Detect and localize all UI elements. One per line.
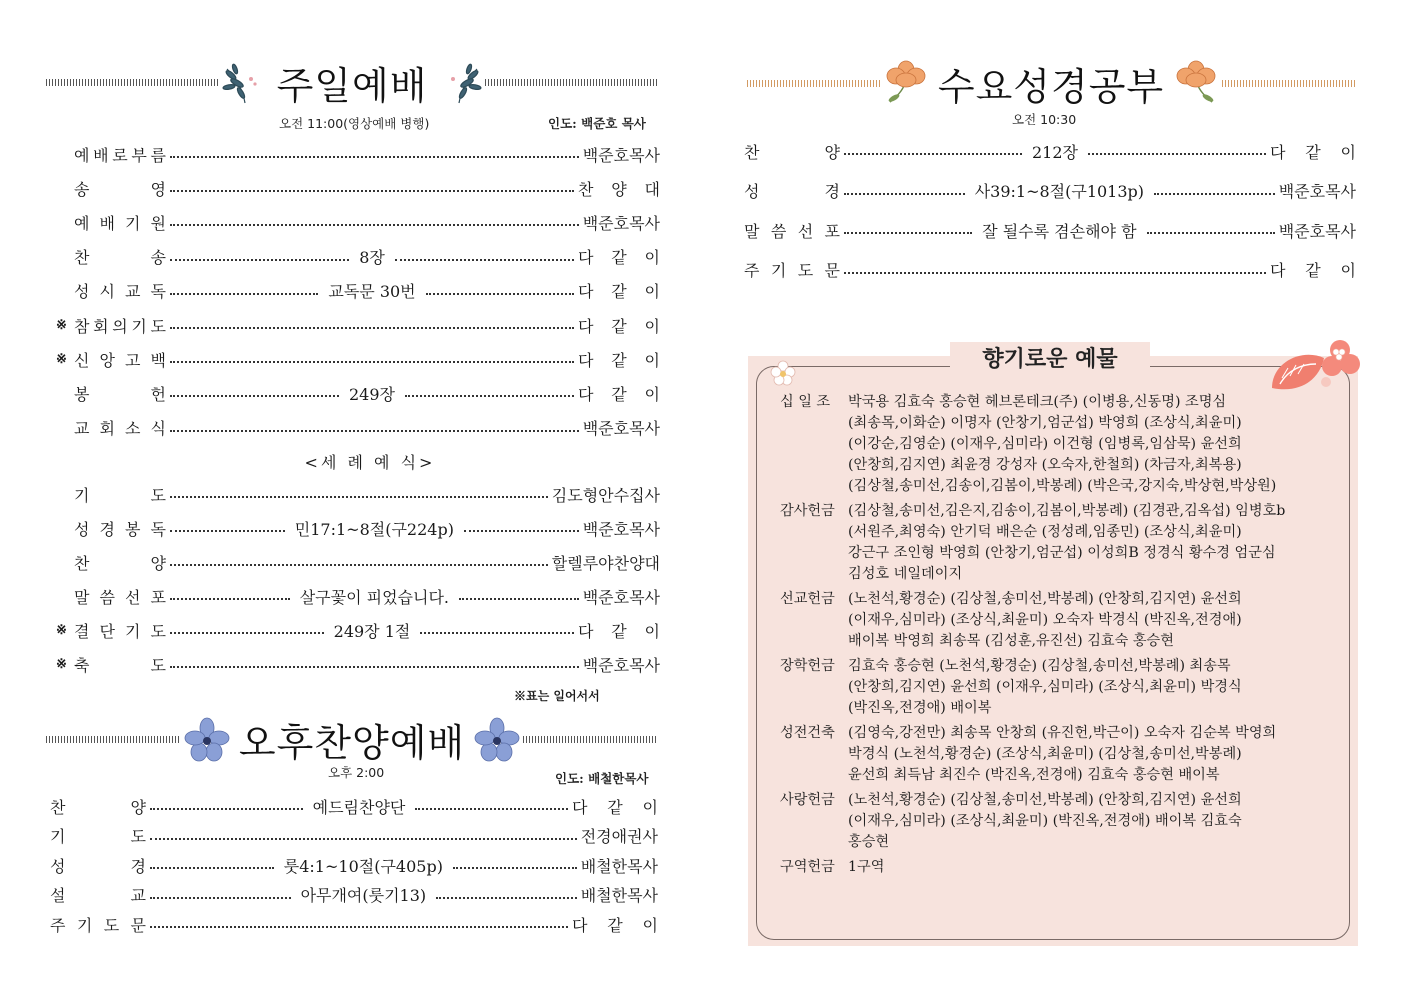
order-row [56,176,660,200]
order-row [744,258,1356,282]
standing-mark: ※ [56,622,67,638]
leader-dots [150,926,568,928]
offering-line: 홍승현 [848,834,890,850]
leader-dots [1154,193,1275,195]
order-person: 김도형안수집사 [551,485,660,505]
order-detail: 교독문 30번 [328,282,416,302]
order-row [744,179,1356,203]
offering-line: (이재우,심미라) (조상식,최윤미) (박진옥,전경애) 배이복 김효숙 [848,813,1242,829]
offering-type: 성전건축 [780,725,835,741]
leader-dots [170,259,349,261]
offering-names [848,723,1340,786]
order-row [50,824,658,848]
offering-group [780,723,1340,786]
offering-title: 향기로운 예물 [950,342,1150,378]
header-rule [1222,80,1355,87]
sunday-leader: 인도: 백준호 목사 [548,116,646,131]
order-person: 할렐루야찬양대 [551,553,660,573]
afternoon-time: 오후 2:00 [328,765,385,780]
offering-line: 박경식 (노천석,황경순) (조상식,최윤미) (김상철,송미선,박봉례) [848,746,1242,762]
leader-dots [1147,232,1275,234]
offering-group [780,392,1340,497]
leader-dots [150,808,303,810]
offering-line: 1구역 [848,859,885,875]
order-label: 찬 양 [50,797,146,817]
order-person: 백준호목사 [582,655,660,675]
leader-dots [844,153,1022,155]
order-person: 다 같 이 [578,282,660,302]
offering-line: (안창희,김지연) 최윤경 강성자 (오숙자,한철희) (차금자,최복용) [848,457,1242,473]
order-person: 백준호목사 [1278,221,1356,241]
order-label: 신 앙 고 백 [74,350,166,370]
orange-flower-icon [880,58,932,110]
leader-dots [464,530,579,532]
leader-dots [844,272,1266,274]
offering-line: (김영숙,강전만) 최송목 안창희 (유진헌,박근이) 오숙자 김순복 박영희 [848,725,1277,741]
order-person: 전경애권사 [580,827,658,847]
order-person: 다 같 이 [578,621,660,641]
order-row [50,912,658,936]
offering-group [780,790,1340,853]
leaf-ornament-icon [433,57,485,109]
offering-line: (박진옥,전경애) 배이복 [848,700,992,716]
order-row [56,416,660,440]
order-detail: 살구꽃이 피었습니다. [299,587,449,607]
wednesday-header [747,56,1355,111]
afternoon-leader: 인도: 배철한목사 [555,771,649,786]
coral-flower-cluster-icon [1262,338,1362,400]
offering-type: 구역헌금 [780,859,835,875]
leader-dots [436,897,577,899]
order-person: 백준호목사 [582,419,660,439]
offering-type: 감사헌금 [780,503,835,519]
order-label: 성 경 봉 독 [74,519,166,539]
order-detail: 249장 1절 [333,621,411,641]
offering-names [848,857,1340,878]
offering-group [780,501,1340,585]
white-flower-icon [770,360,796,386]
offering-line: 김효숙 홍승현 (노천석,황경순) (김상철,송미선,박봉례) 최송목 [848,658,1231,674]
order-person: 다 같 이 [1270,142,1356,162]
order-label: 송 영 [74,179,166,199]
order-detail: 8장 [359,248,385,268]
order-label: 주 기 도 문 [744,261,840,280]
offering-line: (이재우,심미라) (조상식,최윤미) 오숙자 박경식 (박진옥,전경애) [848,612,1242,628]
order-row [56,245,660,269]
order-label: 성 시 교 독 [74,282,166,302]
order-row [56,652,660,676]
leader-dots [844,232,972,234]
header-rule [485,79,658,86]
blue-flower-icon [471,714,523,766]
leader-dots [420,632,574,634]
order-label: 교 회 소 식 [74,419,166,439]
order-label: 찬 양 [74,553,166,573]
sunday-title: 주일예배 [276,64,428,108]
leader-dots [170,666,579,668]
leader-dots [170,395,339,397]
header-rule [523,736,658,743]
order-label: 참 회 의 기 도 [74,316,166,336]
order-row [56,210,660,234]
offering-line: (안창희,김지연) 윤선희 (이재우,심미라) (조상식,최윤미) 박경식 [848,679,1242,695]
order-row [56,618,660,642]
offering-line: 김성호 네일데이지 [848,566,963,582]
order-label: 찬 송 [74,248,166,268]
standing-mark: ※ [56,656,67,672]
offering-type: 십 일 조 [780,394,831,410]
order-detail: 룻4:1~10절(구405p) [283,856,443,876]
order-person: 다 같 이 [572,797,658,817]
order-label: 성 경 [50,856,146,876]
order-person: 백준호목사 [1278,182,1356,201]
sunday-time: 오전 11:00(영상예배 병행) [279,116,430,131]
offering-type: 사랑헌금 [780,792,835,808]
offering-line: (김상철,송미선,김은지,김송이,김봄이,박봉례) (김경관,김옥섭) 임병호b [848,503,1286,519]
offering-line: (김상철,송미선,김송이,김봄이,박봉례) (박은국,강지숙,박상현,박상원) [848,478,1277,494]
leader-dots [170,430,579,432]
order-person: 백준호목사 [582,519,660,539]
order-person: 다 같 이 [578,248,661,268]
offering-line: (노천석,황경순) (김상철,송미선,박봉례) (안창희,김지연) 윤선희 [848,792,1242,808]
leader-dots [150,897,291,899]
baptism-heading: <세 례 예 식> [304,453,436,472]
leader-dots [170,156,579,158]
offering-names [848,392,1340,497]
leader-dots [150,838,577,840]
order-label: 기 도 [50,827,146,847]
header-rule [747,80,880,87]
leader-dots [170,190,574,192]
order-label: 결 단 기 도 [74,621,166,641]
wednesday-time: 오전 10:30 [1012,112,1077,127]
header-rule [46,79,219,86]
order-label: 주 기 도 문 [50,915,146,935]
order-row [56,584,660,608]
order-label: 말 씀 선 포 [744,221,840,241]
leader-dots [170,632,324,634]
offering-names [848,656,1340,719]
order-label: 성 경 [744,182,840,201]
offering-names [848,790,1340,853]
leader-dots [405,395,574,397]
offering-group [780,656,1340,719]
order-detail: 사39:1~8절(구1013p) [974,182,1145,201]
leader-dots [170,530,285,532]
offering-names [848,501,1340,585]
order-label: 예 배 기 원 [74,213,166,233]
leader-dots [415,808,568,810]
order-detail: 아무개여(룻기13) [300,886,427,906]
order-person: 다 같 이 [578,350,660,370]
leader-dots [844,193,965,195]
offering-names [848,589,1340,652]
orange-flower-icon [1170,58,1222,110]
order-detail: 민17:1~8절(구224p) [294,519,454,539]
offering-line: (노천석,황경순) (김상철,송미선,박봉례) (안창희,김지연) 윤선희 [848,591,1242,607]
leader-dots [150,867,274,869]
order-row [56,381,660,405]
order-label: 예 배 로 부 름 [74,145,166,165]
offering-type: 장학헌금 [780,658,835,674]
blue-flower-icon [181,714,233,766]
offering-group [780,589,1340,652]
wednesday-title: 수요성경공부 [937,65,1165,109]
order-row [56,516,660,540]
order-person: 백준호목사 [582,587,660,607]
offering-line: (최송목,이화순) 이명자 (안창기,엄군섭) 박영희 (조상식,최윤미) [848,415,1242,431]
header-rule [46,736,181,743]
order-label: 설 교 [50,886,146,906]
order-detail: 예드림찬양단 [312,797,406,817]
offering-line: (서원주,최영숙) 안기덕 배은순 (정성례,임종민) (조상식,최윤미) [848,524,1242,540]
order-label: 찬 양 [744,142,840,162]
order-row [744,139,1356,163]
order-row [50,853,658,877]
offering-group [780,857,1340,878]
afternoon-title: 오후찬양예배 [238,721,466,765]
offering-line: 배이복 박영희 최송목 (김성훈,유진선) 김효숙 홍승현 [848,633,1174,649]
leader-dots [170,564,548,566]
order-label: 축 도 [74,655,166,675]
order-label: 말 씀 선 포 [74,587,166,607]
offering-line: (이강순,김영순) (이재우,심미라) 이건형 (임병록,임삼묵) 윤선희 [848,436,1242,452]
order-row [50,883,658,907]
sunday-header [46,55,658,110]
order-detail: 249장 [349,384,395,404]
order-person: 다 같 이 [578,384,660,404]
order-person: 다 같 이 [572,915,658,935]
order-detail: 212장 [1032,142,1078,162]
leader-dots [170,224,579,226]
standing-mark: ※ [56,317,67,333]
order-row [56,550,660,574]
order-person: 배철한목사 [580,886,658,906]
offering-type: 선교헌금 [780,591,835,607]
leader-dots [459,598,579,600]
order-person: 다 같 이 [1270,261,1356,280]
leaf-ornament-icon [219,57,271,109]
order-row [50,794,658,818]
leader-dots [170,496,548,498]
leader-dots [426,293,574,295]
order-label: 기 도 [74,485,166,505]
order-row [56,279,660,303]
standing-note: ※표는 일어서서 [514,689,600,703]
order-person: 다 같 이 [578,316,660,336]
order-row [56,142,660,166]
order-row [56,347,660,371]
order-person: 찬 양 대 [578,179,660,199]
leader-dots [453,867,577,869]
order-label: 봉 헌 [74,384,166,404]
offering-line: 윤선희 최득남 최진수 (박진옥,전경애) 김효숙 홍승현 배이복 [848,767,1220,783]
standing-mark: ※ [56,351,67,367]
offering-line: 박국용 김효숙 홍승현 헤브론테크(주) (이병용,신동명) 조명심 [848,394,1227,410]
order-person: 배철한목사 [580,856,658,876]
leader-dots [395,259,574,261]
leader-dots [1088,153,1266,155]
leader-dots [170,361,574,363]
leader-dots [170,293,318,295]
leader-dots [170,327,574,329]
leader-dots [170,598,290,600]
afternoon-header [46,712,658,767]
order-row [56,482,660,506]
order-row [744,218,1356,242]
order-person: 백준호목사 [582,213,660,233]
order-row [56,313,660,337]
order-person: 백준호목사 [582,145,660,165]
order-detail: 잘 될수록 겸손해야 함 [982,221,1137,241]
offering-line: 강근구 조인형 박영희 (안창기,엄군섭) 이성희B 정경식 황수경 엄군심 [848,545,1276,561]
